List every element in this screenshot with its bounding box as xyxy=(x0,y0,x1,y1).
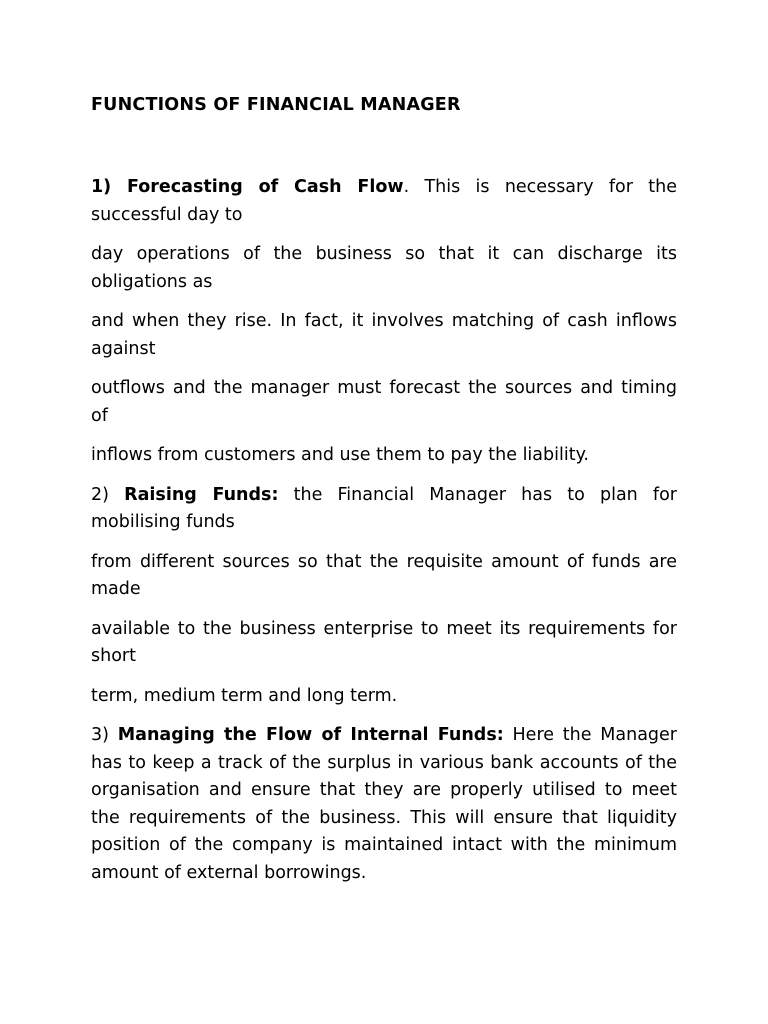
paragraph-6 xyxy=(91,482,677,537)
paragraph-3 xyxy=(91,308,677,363)
paragraph-4 xyxy=(91,375,677,430)
paragraph-text: . This is necessary for the successful day to xyxy=(91,177,677,225)
paragraph-text: the Financial Manager has to plan for mobilising funds xyxy=(91,484,677,532)
paragraph-text: inflows from customers and use them to pay the liability. xyxy=(91,445,589,465)
paragraph-text: term, medium term and long term. xyxy=(91,685,398,706)
paragraph-8 xyxy=(91,616,677,671)
paragraph-text: day operations of the business so that it can discharge its obligations as xyxy=(91,244,677,292)
document-title: FUNCTIONS OF FINANCIAL MANAGER xyxy=(91,95,461,115)
paragraph-10 xyxy=(91,722,677,887)
paragraph-heading: Raising Funds: xyxy=(124,484,279,505)
paragraph-heading: 1) Forecasting of Cash Flow xyxy=(91,177,404,197)
paragraph-text: from different sources so that the requisite amount of funds are made xyxy=(91,551,677,599)
paragraph-text: available to the business enterprise to meet its requirements for short xyxy=(91,618,677,666)
paragraph-1 xyxy=(91,174,677,229)
paragraph-prefix: 3) xyxy=(91,725,118,745)
paragraph-5 xyxy=(91,442,677,470)
paragraph-text: outflows and the manager must forecast the sources and timing of xyxy=(91,378,677,426)
paragraph-prefix: 2) xyxy=(91,484,125,505)
paragraph-text: and when they rise. In fact, it involves matching of cash inflows against xyxy=(91,311,677,359)
paragraph-text: Here the Manager has to keep a track of the surplus in various bank accounts of the organisation and ensure that they are properly utilised to meet the requirements of the business. This will ensure that liquidity position of the company is maintained intact with the minimum amount of external borrowings. xyxy=(91,725,677,883)
paragraph-2 xyxy=(91,241,677,296)
paragraph-heading: Managing the Flow of Internal Funds: xyxy=(117,725,504,745)
paragraph-9 xyxy=(91,683,677,711)
document-page xyxy=(91,93,677,899)
paragraph-7 xyxy=(91,549,677,604)
